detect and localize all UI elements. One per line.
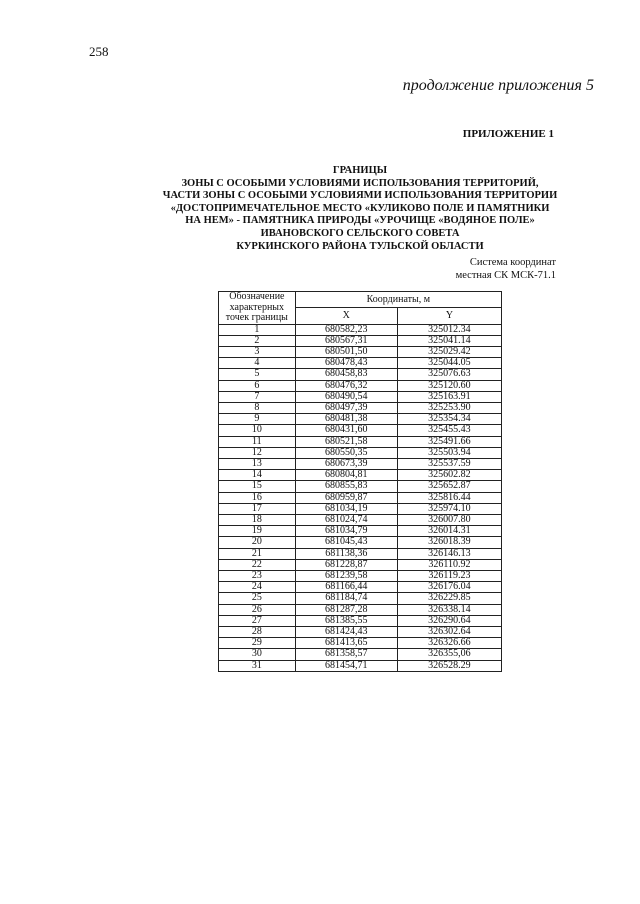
x-coordinate-cell: 681385,55 bbox=[295, 615, 397, 626]
y-coordinate-cell: 326528.29 bbox=[397, 660, 501, 671]
y-coordinate-cell: 325029.42 bbox=[397, 346, 501, 357]
point-number-cell: 19 bbox=[219, 526, 296, 537]
title-line: КУРКИНСКОГО РАЙОНА ТУЛЬСКОЙ ОБЛАСТИ bbox=[236, 240, 484, 252]
point-number-cell: 15 bbox=[219, 481, 296, 492]
point-number-cell: 11 bbox=[219, 436, 296, 447]
point-number-cell: 14 bbox=[219, 470, 296, 481]
point-number-cell: 4 bbox=[219, 358, 296, 369]
x-coordinate-cell: 681239,58 bbox=[295, 570, 397, 581]
table-row bbox=[219, 492, 502, 503]
point-number-cell: 7 bbox=[219, 391, 296, 402]
table-row bbox=[219, 436, 502, 447]
x-coordinate-cell: 681034,19 bbox=[295, 503, 397, 514]
y-coordinate-cell: 326355,06 bbox=[397, 649, 501, 660]
y-coordinate-cell: 326176.04 bbox=[397, 582, 501, 593]
y-coordinate-cell: 325076.63 bbox=[397, 369, 501, 380]
table-row bbox=[219, 447, 502, 458]
point-number-cell: 2 bbox=[219, 335, 296, 346]
y-coordinate-cell: 325491.66 bbox=[397, 436, 501, 447]
point-number-cell: 13 bbox=[219, 458, 296, 469]
x-coordinate-cell: 681034,79 bbox=[295, 526, 397, 537]
y-header: Y bbox=[397, 308, 501, 324]
table-row bbox=[219, 335, 502, 346]
table-row bbox=[219, 481, 502, 492]
y-coordinate-cell: 325602.82 bbox=[397, 470, 501, 481]
point-number-cell: 21 bbox=[219, 548, 296, 559]
point-header: Обозначение характерных точек границы bbox=[219, 292, 296, 325]
table-row bbox=[219, 582, 502, 593]
table-row bbox=[219, 593, 502, 604]
y-coordinate-cell: 326290.64 bbox=[397, 615, 501, 626]
page-number: 258 bbox=[89, 44, 109, 59]
x-coordinate-cell: 680804,81 bbox=[295, 470, 397, 481]
table-row bbox=[219, 638, 502, 649]
x-coordinate-cell: 680855,83 bbox=[295, 481, 397, 492]
x-coordinate-cell: 681024,74 bbox=[295, 514, 397, 525]
x-coordinate-cell: 681358,57 bbox=[295, 649, 397, 660]
table-row bbox=[219, 649, 502, 660]
table-row bbox=[219, 369, 502, 380]
x-coordinate-cell: 680481,38 bbox=[295, 414, 397, 425]
point-number-cell: 20 bbox=[219, 537, 296, 548]
table-row bbox=[219, 503, 502, 514]
table-row bbox=[219, 380, 502, 391]
title-line: ЧАСТИ ЗОНЫ С ОСОБЫМИ УСЛОВИЯМИ ИСПОЛЬЗОВАНИЯ ТЕРРИТОРИИ bbox=[162, 190, 558, 202]
table-row bbox=[219, 346, 502, 357]
point-number-cell: 29 bbox=[219, 638, 296, 649]
point-number-cell: 27 bbox=[219, 615, 296, 626]
x-coordinate-cell: 680501,50 bbox=[295, 346, 397, 357]
table-row bbox=[219, 358, 502, 369]
document-title bbox=[160, 165, 560, 253]
table-row bbox=[219, 470, 502, 481]
x-coordinate-cell: 681184,74 bbox=[295, 593, 397, 604]
point-number-cell: 31 bbox=[219, 660, 296, 671]
table-row bbox=[219, 324, 502, 335]
table-row bbox=[219, 559, 502, 570]
x-coordinate-cell: 681413,65 bbox=[295, 638, 397, 649]
x-coordinate-cell: 680431,60 bbox=[295, 425, 397, 436]
point-number-cell: 26 bbox=[219, 604, 296, 615]
y-coordinate-cell: 326119.23 bbox=[397, 570, 501, 581]
x-coordinate-cell: 680673,39 bbox=[295, 458, 397, 469]
x-coordinate-cell: 681454,71 bbox=[295, 660, 397, 671]
x-coordinate-cell: 681138,36 bbox=[295, 548, 397, 559]
table-row bbox=[219, 391, 502, 402]
y-coordinate-cell: 325120.60 bbox=[397, 380, 501, 391]
x-coordinate-cell: 680959,87 bbox=[295, 492, 397, 503]
table-row bbox=[219, 402, 502, 413]
point-number-cell: 18 bbox=[219, 514, 296, 525]
y-coordinate-cell: 326229.85 bbox=[397, 593, 501, 604]
x-coordinate-cell: 680458,83 bbox=[295, 369, 397, 380]
point-number-cell: 16 bbox=[219, 492, 296, 503]
y-coordinate-cell: 325012.34 bbox=[397, 324, 501, 335]
point-number-cell: 28 bbox=[219, 626, 296, 637]
table-row bbox=[219, 626, 502, 637]
x-coordinate-cell: 681228,87 bbox=[295, 559, 397, 570]
x-coordinate-cell: 681045,43 bbox=[295, 537, 397, 548]
table-row bbox=[219, 570, 502, 581]
point-number-cell: 22 bbox=[219, 559, 296, 570]
table-row bbox=[219, 458, 502, 469]
y-coordinate-cell: 325163.91 bbox=[397, 391, 501, 402]
table-row bbox=[219, 514, 502, 525]
title-line: ИВАНОВСКОГО СЕЛЬСКОГО СОВЕТА bbox=[260, 227, 460, 239]
y-coordinate-cell: 326007.80 bbox=[397, 514, 501, 525]
table-row bbox=[219, 425, 502, 436]
y-coordinate-cell: 325044.05 bbox=[397, 358, 501, 369]
x-coordinate-cell: 680521,58 bbox=[295, 436, 397, 447]
point-number-cell: 12 bbox=[219, 447, 296, 458]
x-coordinate-cell: 680582,23 bbox=[295, 324, 397, 335]
x-coordinate-cell: 681287,28 bbox=[295, 604, 397, 615]
y-coordinate-cell: 325537.59 bbox=[397, 458, 501, 469]
x-coordinate-cell: 681424,43 bbox=[295, 626, 397, 637]
appendix-label: ПРИЛОЖЕНИЕ 1 bbox=[462, 128, 554, 140]
point-number-cell: 17 bbox=[219, 503, 296, 514]
x-coordinate-cell: 680478,43 bbox=[295, 358, 397, 369]
table-row bbox=[219, 537, 502, 548]
title-line: «ДОСТОПРИМЕЧАТЕЛЬНОЕ МЕСТО «КУЛИКОВО ПОЛЕ И ПАМЯТНИКИ bbox=[170, 202, 550, 214]
title-line: НА НЕМ» - ПАМЯТНИКА ПРИРОДЫ «УРОЧИЩЕ «ВОДЯНОЕ ПОЛЕ» bbox=[185, 215, 535, 227]
title-line: ГРАНИЦЫ bbox=[332, 165, 388, 176]
y-coordinate-cell: 326302.64 bbox=[397, 626, 501, 637]
point-number-cell: 1 bbox=[219, 324, 296, 335]
table-row bbox=[219, 615, 502, 626]
y-coordinate-cell: 326326.66 bbox=[397, 638, 501, 649]
y-coordinate-cell: 325974.10 bbox=[397, 503, 501, 514]
table-row bbox=[219, 660, 502, 671]
coordinates-header: Координаты, м bbox=[295, 292, 501, 308]
coord-system-line: Система координат bbox=[469, 257, 556, 268]
y-coordinate-cell: 325503.94 bbox=[397, 447, 501, 458]
point-number-cell: 3 bbox=[219, 346, 296, 357]
point-number-cell: 8 bbox=[219, 402, 296, 413]
x-coordinate-cell: 680550,35 bbox=[295, 447, 397, 458]
y-coordinate-cell: 325816.44 bbox=[397, 492, 501, 503]
coord-system-line: местная СК МСК-71.1 bbox=[455, 270, 556, 281]
point-number-cell: 10 bbox=[219, 425, 296, 436]
y-coordinate-cell: 325455.43 bbox=[397, 425, 501, 436]
y-coordinate-cell: 325652.87 bbox=[397, 481, 501, 492]
point-number-cell: 6 bbox=[219, 380, 296, 391]
y-coordinate-cell: 325041.14 bbox=[397, 335, 501, 346]
point-number-cell: 5 bbox=[219, 369, 296, 380]
point-number-cell: 30 bbox=[219, 649, 296, 660]
title-line: ЗОНЫ С ОСОБЫМИ УСЛОВИЯМИ ИСПОЛЬЗОВАНИЯ ТЕРРИТОРИЙ, bbox=[181, 177, 539, 189]
x-coordinate-cell: 680567,31 bbox=[295, 335, 397, 346]
coordinate-system-note bbox=[406, 256, 556, 282]
y-coordinate-cell: 326110.92 bbox=[397, 559, 501, 570]
coordinates-table-body bbox=[219, 324, 502, 671]
x-coordinate-cell: 680476,32 bbox=[295, 380, 397, 391]
coordinates-table bbox=[218, 291, 502, 672]
y-coordinate-cell: 325253.90 bbox=[397, 402, 501, 413]
table-row bbox=[219, 414, 502, 425]
point-number-cell: 25 bbox=[219, 593, 296, 604]
table-row bbox=[219, 604, 502, 615]
point-number-cell: 23 bbox=[219, 570, 296, 581]
y-coordinate-cell: 326018.39 bbox=[397, 537, 501, 548]
y-coordinate-cell: 326338.14 bbox=[397, 604, 501, 615]
table-row bbox=[219, 526, 502, 537]
point-number-cell: 9 bbox=[219, 414, 296, 425]
x-coordinate-cell: 681166,44 bbox=[295, 582, 397, 593]
point-number-cell: 24 bbox=[219, 582, 296, 593]
x-coordinate-cell: 680490,54 bbox=[295, 391, 397, 402]
x-coordinate-cell: 680497,39 bbox=[295, 402, 397, 413]
y-coordinate-cell: 326146.13 bbox=[397, 548, 501, 559]
x-header: X bbox=[295, 308, 397, 324]
table-row bbox=[219, 548, 502, 559]
y-coordinate-cell: 326014.31 bbox=[397, 526, 501, 537]
y-coordinate-cell: 325354.34 bbox=[397, 414, 501, 425]
continuation-note: продолжение приложения 5 bbox=[402, 77, 594, 94]
